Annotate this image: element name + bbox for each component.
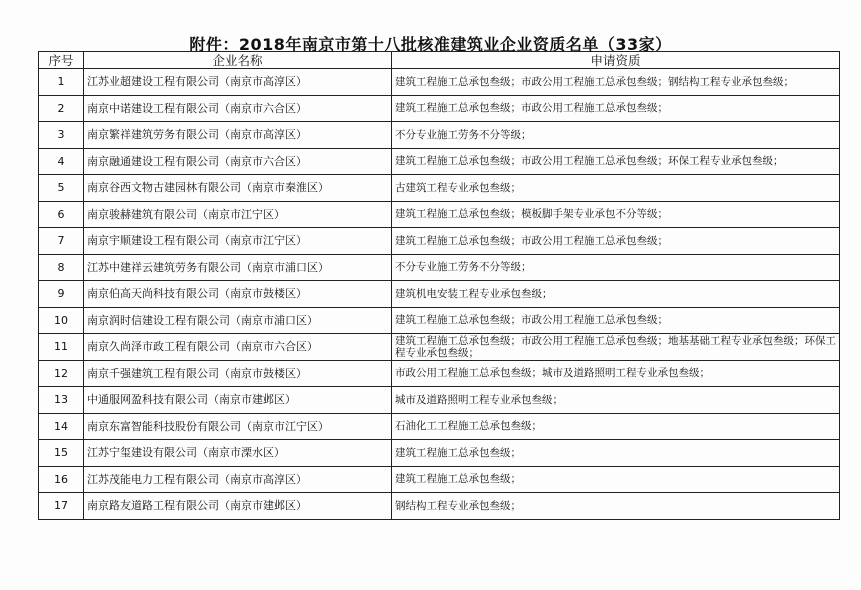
header-company-name: 企业名称 (84, 52, 392, 69)
row-company-name: 南京融通建设工程有限公司（南京市六合区） (84, 148, 392, 175)
table-row (39, 254, 840, 281)
header-qualification: 申请资质 (392, 52, 840, 69)
row-serial-number: 11 (39, 334, 84, 361)
row-company-name: 江苏业超建设工程有限公司（南京市高淳区） (84, 69, 392, 96)
table-row (39, 440, 840, 467)
header-serial-number: 序号 (39, 52, 84, 69)
row-company-name: 南京宇顺建设工程有限公司（南京市江宁区） (84, 228, 392, 255)
row-serial-number: 5 (39, 175, 84, 202)
row-serial-number: 4 (39, 148, 84, 175)
table-row (39, 148, 840, 175)
row-qualification: 不分专业施工劳务不分等级； (392, 254, 840, 281)
table-row (39, 360, 840, 387)
row-serial-number: 7 (39, 228, 84, 255)
table-row (39, 413, 840, 440)
row-serial-number: 6 (39, 201, 84, 228)
row-company-name: 南京千强建筑工程有限公司（南京市鼓楼区） (84, 360, 392, 387)
row-serial-number: 2 (39, 95, 84, 122)
row-serial-number: 13 (39, 387, 84, 414)
row-qualification: 建筑工程施工总承包叁级； (392, 440, 840, 467)
table-row (39, 281, 840, 308)
row-qualification: 建筑工程施工总承包叁级；市政公用工程施工总承包叁级； (392, 95, 840, 122)
table-row (39, 466, 840, 493)
row-serial-number: 10 (39, 307, 84, 334)
row-qualification: 古建筑工程专业承包叁级； (392, 175, 840, 202)
table-body (39, 69, 840, 520)
row-company-name: 南京谷西文物古建园林有限公司（南京市秦淮区） (84, 175, 392, 202)
row-qualification: 建筑机电安装工程专业承包叁级； (392, 281, 840, 308)
qualification-table (38, 51, 840, 520)
row-serial-number: 9 (39, 281, 84, 308)
row-serial-number: 15 (39, 440, 84, 467)
row-company-name: 中通服网盈科技有限公司（南京市建邺区） (84, 387, 392, 414)
row-qualification: 城市及道路照明工程专业承包叁级； (392, 387, 840, 414)
row-qualification: 钢结构工程专业承包叁级； (392, 493, 840, 520)
table-header-row (39, 52, 840, 69)
row-serial-number: 17 (39, 493, 84, 520)
table-row (39, 175, 840, 202)
row-qualification: 不分专业施工劳务不分等级； (392, 122, 840, 149)
row-company-name: 南京东富智能科技股份有限公司（南京市江宁区） (84, 413, 392, 440)
table-row (39, 122, 840, 149)
row-qualification: 市政公用工程施工总承包叁级；城市及道路照明工程专业承包叁级； (392, 360, 840, 387)
row-qualification: 建筑工程施工总承包叁级；市政公用工程施工总承包叁级；环保工程专业承包叁级； (392, 148, 840, 175)
row-qualification: 建筑工程施工总承包叁级；模板脚手架专业承包不分等级； (392, 201, 840, 228)
row-company-name: 南京繁祥建筑劳务有限公司（南京市高淳区） (84, 122, 392, 149)
row-serial-number: 1 (39, 69, 84, 96)
row-company-name: 江苏宁玺建设有限公司（南京市溧水区） (84, 440, 392, 467)
row-serial-number: 12 (39, 360, 84, 387)
row-qualification: 石油化工工程施工总承包叁级； (392, 413, 840, 440)
row-serial-number: 8 (39, 254, 84, 281)
row-qualification: 建筑工程施工总承包叁级；市政公用工程施工总承包叁级；地基基础工程专业承包叁级；环保工程专业承包叁级； (392, 334, 840, 361)
table-row (39, 201, 840, 228)
row-company-name: 江苏茂能电力工程有限公司（南京市高淳区） (84, 466, 392, 493)
row-serial-number: 3 (39, 122, 84, 149)
row-qualification: 建筑工程施工总承包叁级；市政公用工程施工总承包叁级； (392, 228, 840, 255)
table-row (39, 228, 840, 255)
table-row (39, 493, 840, 520)
row-qualification: 建筑工程施工总承包叁级；市政公用工程施工总承包叁级； (392, 307, 840, 334)
row-company-name: 江苏中建祥云建筑劳务有限公司（南京市浦口区） (84, 254, 392, 281)
row-serial-number: 14 (39, 413, 84, 440)
row-company-name: 南京久尚泽市政工程有限公司（南京市六合区） (84, 334, 392, 361)
row-company-name: 南京路友道路工程有限公司（南京市建邺区） (84, 493, 392, 520)
table-row (39, 387, 840, 414)
row-serial-number: 16 (39, 466, 84, 493)
table-row (39, 69, 840, 96)
row-company-name: 南京润时信建设工程有限公司（南京市浦口区） (84, 307, 392, 334)
row-company-name: 南京骏赫建筑有限公司（南京市江宁区） (84, 201, 392, 228)
table-row (39, 95, 840, 122)
row-company-name: 南京中诺建设工程有限公司（南京市六合区） (84, 95, 392, 122)
row-company-name: 南京伯高天尚科技有限公司（南京市鼓楼区） (84, 281, 392, 308)
row-qualification: 建筑工程施工总承包叁级； (392, 466, 840, 493)
table-row (39, 334, 840, 361)
row-qualification: 建筑工程施工总承包叁级；市政公用工程施工总承包叁级；钢结构工程专业承包叁级； (392, 69, 840, 96)
document-title: 附件：2018年南京市第十八批核准建筑业企业资质名单（33家） (189, 35, 672, 54)
table-row (39, 307, 840, 334)
